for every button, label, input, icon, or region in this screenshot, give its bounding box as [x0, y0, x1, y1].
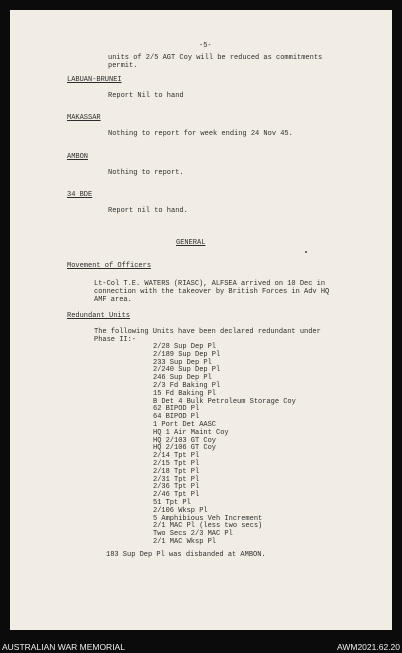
redundant-unit-item: B Det 4 Bulk Petroleum Storage Coy — [153, 397, 296, 406]
footer-credit: AUSTRALIAN WAR MEMORIAL — [2, 642, 125, 652]
document-page — [10, 10, 392, 630]
labuan-brunei-heading: LABUAN-BRUNEI — [67, 76, 122, 84]
redundant-unit-item: 2/106 Wksp Pl — [153, 506, 208, 515]
redundant-unit-item: 2/28 Sup Dep Pl — [153, 343, 217, 351]
redundant-unit-item: 233 Sup Dep Pl — [153, 358, 212, 367]
34-bde-heading: 34 BDE — [67, 191, 93, 199]
makassar-text: Nothing to report for week ending 24 Nov 45. — [108, 130, 293, 138]
movement-line-1: Lt-Col T.E. WATERS (RIASC), ALFSEA arrived on 10 Dec in — [94, 280, 326, 288]
redundant-unit-item: 2/15 Tpt Pl — [153, 460, 200, 468]
redundant-unit-item: HQ 2/106 GT Coy — [153, 444, 217, 453]
redundant-unit-item: 5 Amphibious Veh Increment — [153, 514, 263, 523]
redundant-unit-item: 246 Sup Dep Pl — [153, 374, 212, 383]
redundant-unit-item: 1 Port Det AASC — [153, 421, 217, 429]
movement-line-3: AMF area. — [94, 296, 132, 304]
redundant-unit-item: 2/240 Sup Dep Pl — [153, 366, 221, 375]
page-number: -5- — [199, 42, 212, 50]
ambon-text: Nothing to report. — [108, 169, 184, 177]
footer-reference: AWM2021.62.20 — [337, 642, 400, 652]
34-bde-text: Report nil to hand. — [108, 207, 188, 215]
redundant-unit-item: 15 Fd Baking Pl — [153, 389, 217, 398]
continuation-line-2: permit. — [108, 62, 138, 70]
redundant-unit-item: HQ 2/103 GT Coy — [153, 436, 217, 445]
redundant-unit-item: Two Secs 2/3 MAC Pl — [153, 530, 233, 539]
redundant-unit-item: 2/46 Tpt Pl — [153, 491, 200, 500]
ink-mark — [305, 251, 307, 253]
redundant-unit-item: 2/14 Tpt Pl — [153, 452, 200, 461]
archive-footer — [0, 641, 402, 653]
redundant-unit-item: 2/1 MAC Wksp Pl — [153, 538, 217, 546]
ambon-heading: AMBON — [67, 153, 89, 161]
labuan-brunei-text: Report Nil to hand — [108, 92, 184, 100]
movement-of-officers-heading: Movement of Officers — [67, 262, 152, 270]
redundant-unit-item: 62 BIPOD Pl — [153, 405, 200, 414]
closing-note: 183 Sup Dep Pl was disbanded at AMBON. — [106, 551, 266, 559]
redundant-unit-item: 64 BIPOD Pl — [153, 413, 200, 422]
redundant-unit-item: 51 Tpt Pl — [153, 499, 191, 507]
redundant-unit-item: 2/3 Fd Baking Pl — [153, 382, 221, 390]
makassar-heading: MAKASSAR — [67, 114, 101, 122]
general-heading: GENERAL — [176, 239, 206, 247]
redundant-unit-item: 2/1 MAC Pl (less two secs) — [153, 522, 263, 531]
redundant-unit-item: 2/18 Tpt Pl — [153, 467, 200, 476]
movement-line-2: connection with the takeover by British Forces in Adv HQ — [94, 288, 330, 296]
redundant-units-heading: Redundant Units — [67, 312, 131, 320]
redundant-line-1: The following Units have been declared redundant under — [94, 328, 321, 336]
continuation-line-1: units of 2/5 AGT Coy will be reduced as commitments — [108, 54, 323, 62]
redundant-unit-item: 2/36 Tpt Pl — [153, 483, 200, 492]
redundant-line-2: Phase II:- — [94, 336, 137, 344]
redundant-unit-item: 2/189 Sup Dep Pl — [153, 350, 221, 359]
redundant-unit-item: 2/31 Tpt Pl — [153, 475, 200, 484]
redundant-unit-item: HQ 1 Air Maint Coy — [153, 428, 229, 437]
